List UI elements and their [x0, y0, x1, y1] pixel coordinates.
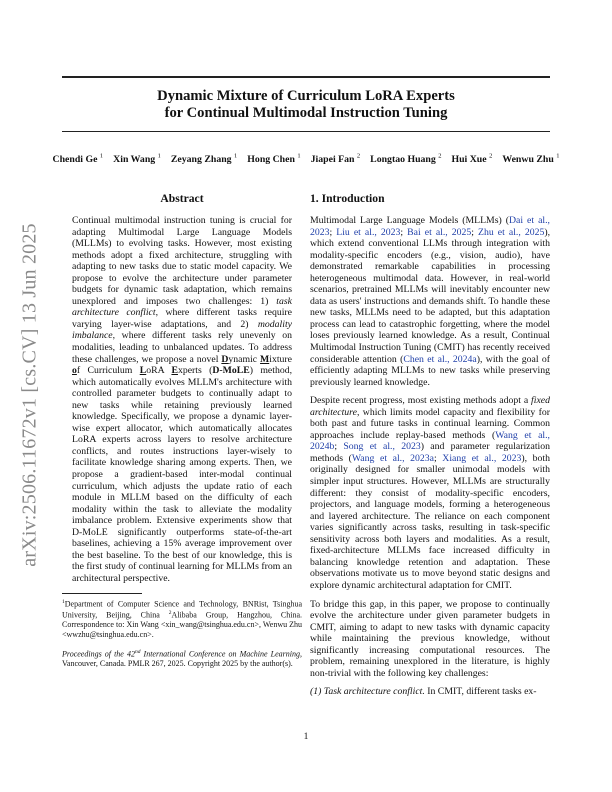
citation-link[interactable]: Xiang et al., 2023: [442, 452, 522, 464]
author: [311, 154, 361, 165]
text-span: ;: [400, 226, 408, 238]
citation-link[interactable]: Chen et al., 2024a: [403, 353, 477, 365]
proceedings-details: , Vancouver, Canada. PMLR 267, 2025. Copyright 2025 by the author(s).: [62, 649, 303, 669]
author: [113, 154, 161, 165]
paragraph: [310, 395, 550, 591]
author-affiliation-marker: 1: [556, 153, 560, 160]
author-affiliation-marker: 1: [99, 153, 104, 160]
text-span: ;: [433, 452, 443, 464]
text-span: ixture: [269, 353, 292, 365]
footnote-rule: [62, 593, 142, 594]
text-span: Despite recent progress, most existing methods adopt a: [310, 395, 532, 407]
text-span: ;: [471, 226, 479, 238]
author-name: Jiapei Fan: [310, 154, 355, 166]
author-affiliation-marker: 1: [297, 153, 301, 160]
text-span: To bridge this gap, in this paper, we propose to continually evolve the architecture under given parameter budgets in CMIT, aiming to adapt to new tasks with dynamic capacity while maintaining the previous knowledge, without significantly increasing computational resources. The problem, remaining unexplored in the literature, is highly non-trivial with the following key challenges:: [310, 598, 550, 679]
arxiv-identifier-stamp: arXiv:2506.11672v1 [cs.CV] 13 Jun 2025: [18, 223, 41, 567]
footnote-marker: 1: [62, 598, 65, 605]
text-span: ynamic: [228, 353, 261, 365]
author: [451, 154, 492, 165]
footnote-text: Department of Computer Science and Technology, BNRist, Tsinghua University, Beijing, China: [62, 599, 302, 620]
text-span: ), both originally designed for smaller unimodal models with simpler input structures. However, MLLMs are structurally different: they consist of modality-specific encoders, projectors, and language models, forming a heterogeneous and layered architecture. The reliance on each component varies significantly across tasks, resulting in task-specific sensitivity across both layers and modalities. As a result, fixed-architecture MLLMs face increased difficulty in balancing knowledge retention and adaptation. These observations motivate us to move beyond static designs and explore dynamic architectural adaptation for CMIT.: [310, 452, 550, 591]
author-affiliation-marker: 2: [489, 153, 493, 160]
author-name: Longtao Huang: [370, 154, 436, 166]
author-affiliation-marker: 1: [157, 153, 161, 160]
title-bottom-rule: [62, 131, 550, 132]
author-name: Hong Chen: [247, 154, 295, 166]
proceedings-conference: International Conference on Machine Learning: [140, 649, 301, 659]
text-span: , where different tasks rely unevenly on modalities, leading to unbalanced updates. To address these challenges, we propose a novel: [72, 330, 292, 365]
text-span: , which limits model capacity and flexibility for both past and future tasks in continual learning. Common approaches include replay-based methods (: [310, 406, 550, 441]
text-span: ) method, which automatically evolves MLLM's architecture with controlled parameter budgets to continually adapt to new tasks while retaining previously learned knowledge. Specifically, we propose a dynamic layer-wise expert allocator, which automatically allocates LoRA experts across layers to resolve architecture conflicts, and routes instructions layer-wisely to facilitate knowledge sharing among experts. Then, we propose a gradient-based inter-modal continual curriculum, which adjusts the update ratio of each module in MLLM based on the difficulty of each modality within the task to alleviate the modality imbalance problem. Extensive experiments show that D-MoLE significantly outperforms state-of-the-art baselines, achieving a 15% average improvement over the best baseline. To the best of our knowledge, this is the first study of continual learning for MLLMs from an architectural perspective.: [72, 365, 293, 584]
text-span: D: [221, 353, 229, 365]
footnote-text: Alibaba Group, Hangzhou, China. Correspondence to: Xin Wang <xin_wang@tsinghua.edu.cn>, Wenwu Zhu <wwzhu@tsinghua.edu.cn>.: [62, 610, 302, 639]
paragraph: [310, 215, 550, 388]
title-line-2: for Continual Multimodal Instruction Tuning: [164, 105, 448, 121]
author-affiliation-marker: 2: [438, 153, 442, 160]
proceedings-number: 42: [126, 649, 135, 659]
text-span: fixed architecture: [310, 395, 550, 418]
abstract-body: [72, 215, 292, 585]
text-span: M: [260, 353, 270, 365]
author-name: Chendi Ge: [52, 154, 98, 166]
title-line-1: Dynamic Mixture of Curriculum LoRA Experts: [157, 88, 455, 104]
proceedings-suffix: nd: [134, 649, 141, 656]
citation-link[interactable]: Wang et al., 2024b: [310, 429, 550, 453]
paragraph: [72, 215, 292, 585]
title-top-rule: [62, 76, 550, 78]
author-name: Hui Xue: [451, 154, 487, 166]
left-column: [62, 192, 302, 669]
text-span: o: [72, 365, 77, 377]
author-name: Wenwu Zhu: [502, 154, 554, 166]
citation-link[interactable]: Song et al., 2023: [343, 441, 421, 453]
author-affiliation-marker: 2: [356, 153, 361, 160]
text-span: , where different tasks require varying layer-wise adaptations, and 2): [72, 307, 292, 330]
text-span: ;: [334, 441, 344, 453]
text-span: ), with the goal of efficiently adapting MLLMs to new tasks while preserving previously learned knowledge.: [310, 353, 551, 388]
text-span: (1) Task architecture conflict.: [310, 686, 425, 698]
citation-link[interactable]: Wang et al., 2023a: [351, 452, 434, 464]
abstract-heading: Abstract: [160, 192, 204, 205]
text-span: task architecture conflict: [72, 295, 292, 319]
text-span: xperts (: [177, 365, 213, 377]
introduction-heading: 1. Introduction: [310, 192, 385, 205]
text-span: E: [171, 365, 178, 377]
author-affiliation-marker: 1: [234, 153, 238, 160]
text-span: ), which extend conventional LLMs through integration with modality-specific encoders (e.g., vision, audio), have demonstrated remarkable capabilities in processing heterogeneous multimodal data. However, in real-world scenarios, pretrained MLLMs will inevitably encounter new data as users' instructions and demands shift. To handle these new tasks, MLLMs need to be adapted, but this adaptation process can lead to catastrophic forgetting, where the model loses previously learned knowledge. As a result, Continual Multimodal Instruction Tuning (CMIT) has recently received considerable attention (: [310, 226, 551, 365]
author: [502, 154, 559, 165]
citation-link[interactable]: Zhu et al., 2025: [478, 226, 545, 238]
text-span: Multimodal Large Language Models (MLLMs) (: [310, 215, 509, 226]
text-span: Continual multimodal instruction tuning is crucial for adapting Multimodal Large Language Models (MLLMs) to evolving tasks. However, most existing methods adopt a fixed architecture, struggling with adapting to new tasks due to static model capacity. We propose to evolve the architecture under parameter budgets for dynamic task adaptation, which remains unexplored and imposes two challenges: 1): [72, 215, 292, 307]
text-span: modality imbalance: [72, 318, 292, 342]
author-name: Xin Wang: [113, 154, 156, 166]
text-span: L: [139, 365, 147, 377]
author-name: Zeyang Zhang: [170, 154, 232, 166]
proceedings-note: [62, 648, 302, 669]
text-span: D-MoLE: [212, 365, 250, 377]
text-span: oRA: [146, 365, 172, 377]
text-span: ) and parameter regularization methods (: [310, 441, 550, 464]
author: [171, 154, 237, 165]
page-number: 1: [303, 732, 309, 742]
footnote-marker: 2: [168, 609, 172, 616]
right-column: [310, 192, 550, 705]
paragraph: [310, 599, 550, 680]
introduction-body: [310, 215, 550, 698]
text-span: In CMIT, different tasks ex-: [424, 686, 537, 698]
citation-link[interactable]: Bai et al., 2025: [407, 226, 472, 238]
text-span: f Curriculum: [76, 365, 140, 377]
paragraph: [310, 686, 550, 698]
author: [53, 154, 104, 165]
author: [370, 154, 441, 165]
affiliation-footnote: [62, 598, 302, 640]
author: [247, 154, 300, 165]
text-span: ;: [329, 226, 337, 238]
citation-link[interactable]: Dai et al., 2023: [310, 215, 550, 238]
author-list: [0, 153, 612, 165]
citation-link[interactable]: Liu et al., 2023: [336, 226, 401, 238]
paper-title: [0, 88, 612, 122]
proceedings-text: Proceedings of the: [62, 649, 127, 659]
